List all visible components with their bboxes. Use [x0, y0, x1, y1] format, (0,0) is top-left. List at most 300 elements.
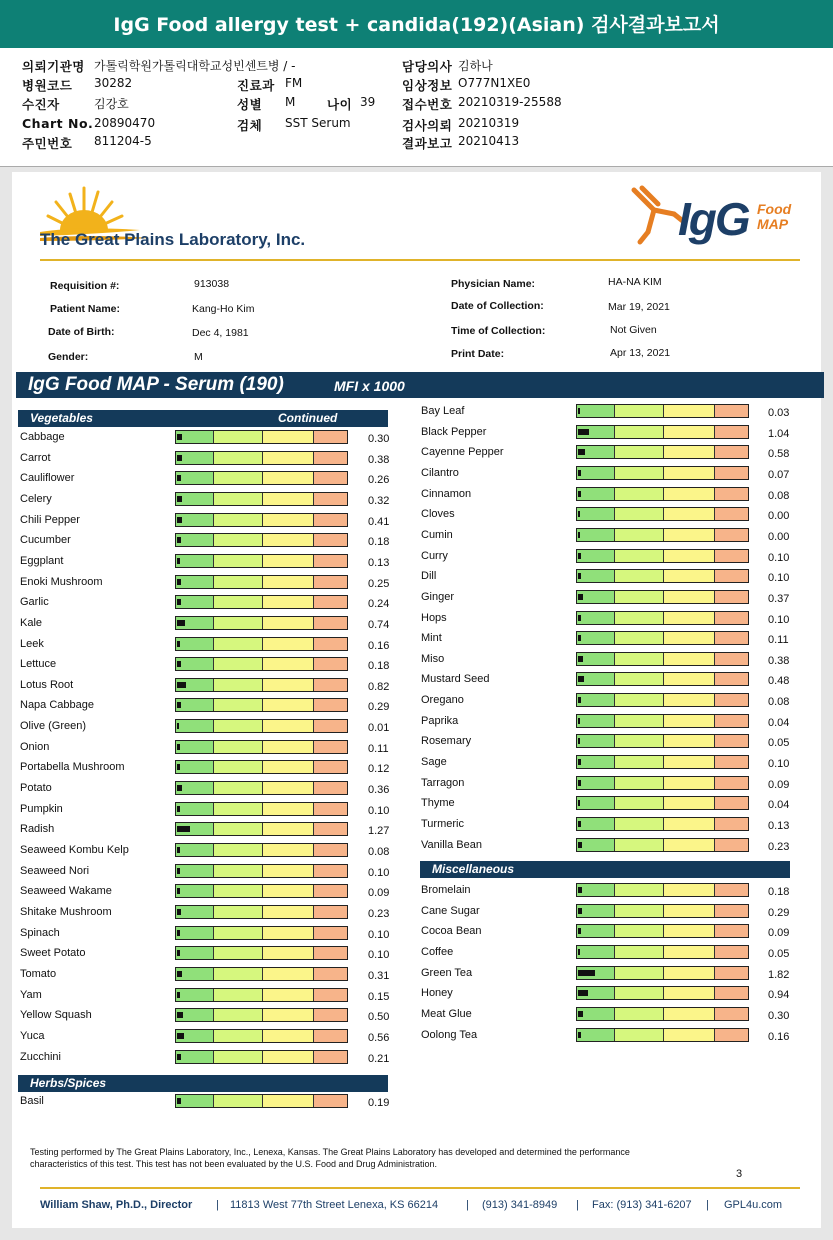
food-bar — [576, 404, 749, 418]
footer-address: 11813 West 77th Street Lenexa, KS 66214 — [230, 1199, 439, 1211]
food-bar — [576, 466, 749, 480]
food-row — [421, 611, 811, 631]
food-bar-fill — [578, 573, 581, 579]
footer-sep-1: | — [216, 1199, 219, 1211]
food-bar — [175, 1094, 348, 1108]
food-row — [421, 652, 811, 672]
food-row — [20, 451, 410, 471]
patient-header — [0, 48, 833, 167]
food-value: 0.10 — [768, 551, 790, 564]
header-divider — [40, 259, 800, 261]
food-row — [20, 678, 410, 698]
food-bar — [576, 776, 749, 790]
food-bar — [576, 569, 749, 583]
food-value: 0.13 — [768, 820, 790, 832]
food-name: Bay Leaf — [421, 405, 465, 417]
food-bar-fill — [578, 842, 582, 848]
food-name: Pumpkin — [20, 802, 63, 815]
food-row — [20, 698, 410, 718]
food-value: 1.27 — [368, 825, 390, 838]
food-bar — [175, 698, 348, 712]
food-value: 0.31 — [368, 969, 390, 982]
food-name: Green Tea — [421, 966, 473, 979]
food-bar-fill — [177, 661, 181, 667]
food-bar-fill — [578, 470, 581, 476]
food-row — [421, 507, 811, 527]
specimen-value: SST Serum — [285, 116, 351, 130]
food-row — [20, 1008, 410, 1028]
section-herbs-title: Herbs/Spices — [30, 1076, 107, 1090]
food-row — [20, 946, 410, 966]
food-name: Yuca — [20, 1029, 45, 1042]
food-bar-fill — [177, 971, 182, 977]
food-bar — [175, 1008, 348, 1022]
sex-value: M — [285, 95, 296, 109]
id-value: 811204-5 — [94, 134, 152, 148]
food-bar-fill — [177, 599, 181, 605]
food-name: Cane Sugar — [421, 904, 480, 917]
food-bar — [175, 843, 348, 857]
gender-value: M — [194, 351, 203, 363]
food-value: 1.04 — [768, 427, 790, 440]
disclaimer-line-2: characteristics of this test. This test has not been evaluated by the U.S. Food and Drug Administration. — [30, 1159, 438, 1169]
food-value: 0.32 — [368, 494, 390, 507]
food-name: Hops — [421, 611, 447, 624]
food-value: 0.00 — [768, 510, 790, 523]
food-name: Chili Pepper — [20, 513, 80, 526]
footer-phone: (913) 341-8949 — [482, 1199, 558, 1211]
food-bar — [576, 838, 749, 852]
food-bar — [576, 611, 749, 625]
food-row — [421, 986, 811, 1006]
food-bar-fill — [578, 635, 581, 641]
food-value: 0.11 — [368, 742, 389, 755]
food-name: Spinach — [20, 926, 60, 939]
food-bar — [175, 451, 348, 465]
food-name: Mustard Seed — [421, 673, 490, 686]
food-name: Portabella Mushroom — [20, 761, 125, 774]
institution-value: 가톨릭학원가톨릭대학교성빈센트병 / - — [94, 59, 296, 73]
food-row — [20, 513, 410, 533]
food-name: Seaweed Kombu Kelp — [20, 844, 129, 856]
food-row — [421, 528, 811, 548]
food-bar-fill — [578, 449, 585, 455]
food-name: Ginger — [421, 590, 455, 603]
food-value: 0.18 — [368, 536, 390, 549]
food-value: 0.10 — [768, 572, 790, 585]
food-bar — [175, 1029, 348, 1043]
food-bar — [175, 1050, 348, 1064]
food-bar — [175, 492, 348, 506]
food-bar — [576, 652, 749, 666]
food-row — [20, 988, 410, 1008]
food-name: Thyme — [421, 797, 455, 810]
dob-label: Date of Birth: — [48, 326, 115, 338]
food-row — [20, 843, 410, 863]
food-row — [20, 657, 410, 677]
food-bar-fill — [578, 990, 588, 996]
food-name: Honey — [421, 987, 453, 1000]
food-name: Seaweed Nori — [20, 864, 90, 877]
food-value: 0.05 — [768, 947, 790, 960]
food-bar — [576, 445, 749, 459]
food-bar — [576, 1007, 749, 1021]
food-bar — [576, 945, 749, 959]
food-bar-fill — [578, 615, 581, 621]
food-bar-fill — [578, 532, 580, 538]
food-name: Onion — [20, 740, 50, 753]
food-row — [421, 714, 811, 734]
receipt-label: 접수번호 — [402, 97, 453, 112]
food-name: Tomato — [20, 967, 57, 980]
food-value: 0.38 — [768, 654, 790, 667]
footer-divider — [40, 1187, 800, 1189]
food-row — [20, 719, 410, 739]
food-name: Shitake Mushroom — [20, 905, 112, 918]
insurance-value: O777N1XE0 — [458, 76, 531, 90]
dept-label: 진료과 — [237, 78, 275, 93]
food-bar — [175, 533, 348, 547]
food-bar-fill — [578, 408, 580, 414]
food-value: 0.09 — [768, 778, 790, 791]
food-bar-fill — [177, 723, 179, 729]
food-row — [421, 755, 811, 775]
food-bar — [576, 693, 749, 707]
patient-name-label: Patient Name: — [50, 303, 121, 315]
food-row — [421, 838, 811, 858]
collection-time-label: Time of Collection: — [451, 325, 546, 337]
request-value: 20210319 — [458, 116, 520, 130]
doctor-label: 담당의사 — [402, 59, 453, 74]
food-bar-fill — [177, 888, 180, 894]
footer-web: GPL4u.com — [724, 1199, 783, 1211]
food-bar-fill — [177, 558, 180, 564]
report-date-value: 20210413 — [458, 134, 520, 148]
food-bar-fill — [578, 511, 580, 517]
food-bar-fill — [177, 806, 180, 812]
age-label: 나이 — [327, 97, 353, 112]
food-bar — [576, 883, 749, 897]
food-bar-fill — [578, 928, 581, 934]
food-row — [20, 616, 410, 636]
food-bar-fill — [177, 455, 182, 461]
food-value: 0.58 — [768, 448, 790, 461]
food-bar-fill — [177, 579, 181, 585]
food-value: 0.10 — [368, 804, 390, 817]
footer-sep-2: | — [466, 1199, 469, 1211]
food-value: 0.13 — [368, 556, 390, 569]
food-bar — [576, 507, 749, 521]
food-name: Zucchini — [20, 1050, 61, 1063]
food-bar-fill — [177, 475, 181, 481]
food-value: 0.29 — [768, 906, 790, 919]
food-name: Kale — [20, 616, 43, 629]
header-row-4 — [0, 116, 833, 134]
food-bar-fill — [177, 1012, 183, 1018]
food-row — [20, 802, 410, 822]
food-row — [421, 487, 811, 507]
food-bar — [175, 864, 348, 878]
patient-value: 김강호 — [94, 97, 129, 111]
food-bar — [576, 714, 749, 728]
igg-map-word: MAP — [757, 216, 789, 232]
food-value: 0.10 — [368, 928, 390, 941]
food-value: 0.21 — [368, 1052, 390, 1065]
food-bar — [576, 487, 749, 501]
food-row — [421, 466, 811, 486]
food-bar — [576, 631, 749, 645]
patient-label: 수진자 — [22, 97, 60, 112]
food-name: Lettuce — [20, 658, 57, 671]
food-bar-fill — [177, 1098, 181, 1104]
food-bar — [576, 672, 749, 686]
food-row — [421, 817, 811, 837]
food-bar — [175, 988, 348, 1002]
hospital-code-value: 30282 — [94, 76, 133, 90]
food-name: Black Pepper — [421, 425, 487, 438]
food-bar-fill — [578, 718, 580, 724]
food-name: Radish — [20, 823, 55, 836]
food-bar — [576, 924, 749, 938]
food-bar-fill — [578, 738, 580, 744]
section-vegetables-title: Vegetables — [30, 411, 93, 425]
food-name: Yam — [20, 988, 42, 1001]
food-bar-fill — [578, 908, 582, 914]
map-units: MFI x 1000 — [334, 378, 405, 394]
report-title: IgG Food allergy test + candida(192)(Asian) 검사결과보고서 — [113, 14, 720, 36]
food-bar — [576, 796, 749, 810]
food-bar-fill — [177, 496, 182, 502]
food-row — [421, 1028, 811, 1048]
food-bar-fill — [177, 950, 180, 956]
page-number: 3 — [736, 1168, 743, 1180]
food-name: Vanilla Bean — [421, 838, 482, 851]
receipt-value: 20210319-25588 — [458, 95, 562, 109]
food-row — [421, 796, 811, 816]
header-row-3 — [0, 95, 833, 113]
igg-food-word: Food — [757, 201, 792, 217]
food-bar — [175, 946, 348, 960]
food-value: 0.03 — [768, 407, 790, 419]
food-name: Yellow Squash — [20, 1009, 92, 1022]
food-row — [20, 864, 410, 884]
food-row — [20, 760, 410, 780]
food-name: Paprika — [421, 714, 459, 727]
food-bar — [576, 425, 749, 439]
food-name: Olive (Green) — [20, 720, 87, 733]
food-bar-fill — [177, 517, 182, 523]
food-row — [421, 693, 811, 713]
disclaimer — [30, 1146, 730, 1170]
food-name: Enoki Mushroom — [20, 575, 103, 588]
food-value: 0.07 — [768, 468, 790, 481]
food-value: 0.01 — [368, 722, 390, 735]
food-bar-fill — [177, 992, 180, 998]
food-bar — [175, 822, 348, 836]
section-misc — [420, 861, 790, 878]
food-name: Oregano — [421, 694, 464, 707]
food-name: Cucumber — [20, 534, 71, 547]
food-row — [421, 904, 811, 924]
food-bar — [175, 595, 348, 609]
food-name: Curry — [421, 549, 448, 562]
food-bar-fill — [177, 1054, 181, 1060]
gender-label: Gender: — [48, 351, 89, 363]
institution-label: 의뢰기관명 — [22, 59, 85, 74]
food-bar — [175, 884, 348, 898]
food-value: 0.00 — [768, 530, 790, 543]
food-row — [421, 549, 811, 569]
food-bar — [175, 967, 348, 981]
footer-fax: Fax: (913) 341-6207 — [592, 1199, 692, 1211]
hospital-code-label: 병원코드 — [22, 78, 73, 93]
food-bar — [175, 513, 348, 527]
food-row — [421, 966, 811, 986]
food-name: Eggplant — [20, 554, 64, 567]
food-row — [421, 590, 811, 610]
food-bar-fill — [177, 702, 181, 708]
food-bar — [175, 740, 348, 754]
food-name: Mint — [421, 632, 442, 645]
food-row — [421, 883, 811, 903]
food-row — [20, 822, 410, 842]
food-bar-fill — [177, 1033, 184, 1039]
food-name: Seaweed Wakame — [20, 885, 112, 898]
collection-date-value: Mar 19, 2021 — [608, 301, 670, 313]
food-row — [20, 430, 410, 450]
food-value: 0.10 — [768, 613, 790, 626]
food-bar — [576, 734, 749, 748]
food-value: 0.08 — [368, 846, 390, 858]
header-row-1 — [0, 57, 833, 75]
food-name: Meat Glue — [421, 1007, 472, 1020]
food-bar-fill — [578, 429, 589, 435]
food-bar — [175, 471, 348, 485]
food-value: 0.41 — [368, 515, 390, 528]
food-row — [20, 1029, 410, 1049]
food-value: 0.30 — [768, 1009, 790, 1022]
food-bar — [175, 575, 348, 589]
food-name: Potato — [20, 782, 52, 795]
food-bar — [175, 678, 348, 692]
food-row — [20, 492, 410, 512]
report-page — [12, 172, 821, 1228]
food-bar — [576, 528, 749, 542]
food-bar — [175, 781, 348, 795]
food-bar — [576, 986, 749, 1000]
food-row — [20, 575, 410, 595]
food-bar — [576, 549, 749, 563]
food-name: Sweet Potato — [20, 947, 86, 960]
food-value: 0.38 — [368, 453, 390, 466]
food-value: 0.15 — [368, 990, 390, 1003]
footer-director: William Shaw, Ph.D., Director — [40, 1199, 193, 1211]
section-continued: Continued — [278, 411, 338, 425]
food-bar — [576, 966, 749, 980]
food-name: Cloves — [421, 508, 455, 521]
food-row — [20, 554, 410, 574]
food-name: Garlic — [20, 596, 49, 609]
food-row — [421, 1007, 811, 1027]
insurance-label: 임상정보 — [402, 78, 453, 93]
header-row-2 — [0, 76, 833, 94]
food-value: 0.04 — [768, 716, 790, 729]
food-value: 1.82 — [768, 968, 790, 981]
food-row — [421, 631, 811, 651]
food-value: 0.56 — [368, 1031, 390, 1044]
food-bar-fill — [177, 847, 180, 853]
food-row — [421, 569, 811, 589]
food-bar — [576, 755, 749, 769]
food-bar-fill — [578, 887, 582, 893]
food-name: Sage — [421, 756, 447, 769]
food-value: 0.09 — [768, 927, 790, 940]
requisition-value: 913038 — [194, 278, 230, 290]
food-bar-fill — [578, 553, 581, 559]
age-value: 39 — [360, 95, 376, 109]
food-bar-fill — [177, 682, 186, 688]
physician-label: Physician Name: — [451, 278, 536, 290]
food-row — [20, 595, 410, 615]
food-bar-fill — [578, 800, 580, 806]
food-bar — [175, 657, 348, 671]
map-banner — [16, 372, 824, 398]
food-bar-fill — [177, 764, 180, 770]
section-misc-title: Miscellaneous — [432, 862, 515, 876]
food-bar — [175, 926, 348, 940]
food-bar-fill — [578, 697, 581, 703]
food-name: Cilantro — [421, 466, 459, 479]
food-name: Turmeric — [421, 818, 464, 830]
section-vegetables — [18, 410, 388, 427]
food-row — [421, 672, 811, 692]
food-value: 0.10 — [368, 949, 390, 962]
food-bar-fill — [177, 868, 180, 874]
food-name: Lotus Root — [20, 678, 74, 691]
food-row — [20, 781, 410, 801]
food-row — [20, 533, 410, 553]
food-name: Cayenne Pepper — [421, 446, 504, 459]
food-bar-fill — [177, 744, 180, 750]
food-bar-fill — [578, 491, 581, 497]
dob-value: Dec 4, 1981 — [192, 327, 249, 339]
food-name: Dill — [421, 570, 437, 583]
food-bar-fill — [578, 594, 583, 600]
food-value: 0.29 — [368, 701, 390, 714]
food-value: 0.18 — [768, 886, 790, 898]
food-row — [20, 1094, 410, 1114]
food-bar-fill — [578, 821, 581, 827]
doctor-value: 김하나 — [458, 59, 493, 73]
food-name: Carrot — [20, 451, 51, 464]
igg-logo-text: IgG — [678, 193, 749, 245]
food-name: Rosemary — [421, 735, 472, 748]
collection-date-label: Date of Collection: — [451, 300, 544, 312]
food-row — [421, 924, 811, 944]
food-bar — [175, 637, 348, 651]
food-value: 0.74 — [368, 618, 390, 631]
food-bar — [576, 590, 749, 604]
food-value: 0.48 — [768, 675, 790, 688]
food-value: 0.36 — [368, 784, 390, 797]
food-bar — [175, 802, 348, 816]
lab-name: The Great Plains Laboratory, Inc. — [40, 230, 306, 249]
food-name: Tarragon — [421, 776, 465, 789]
food-value: 0.30 — [368, 433, 390, 445]
food-name: Napa Cabbage — [20, 699, 95, 712]
food-bar — [175, 905, 348, 919]
food-bar-fill — [177, 641, 180, 647]
